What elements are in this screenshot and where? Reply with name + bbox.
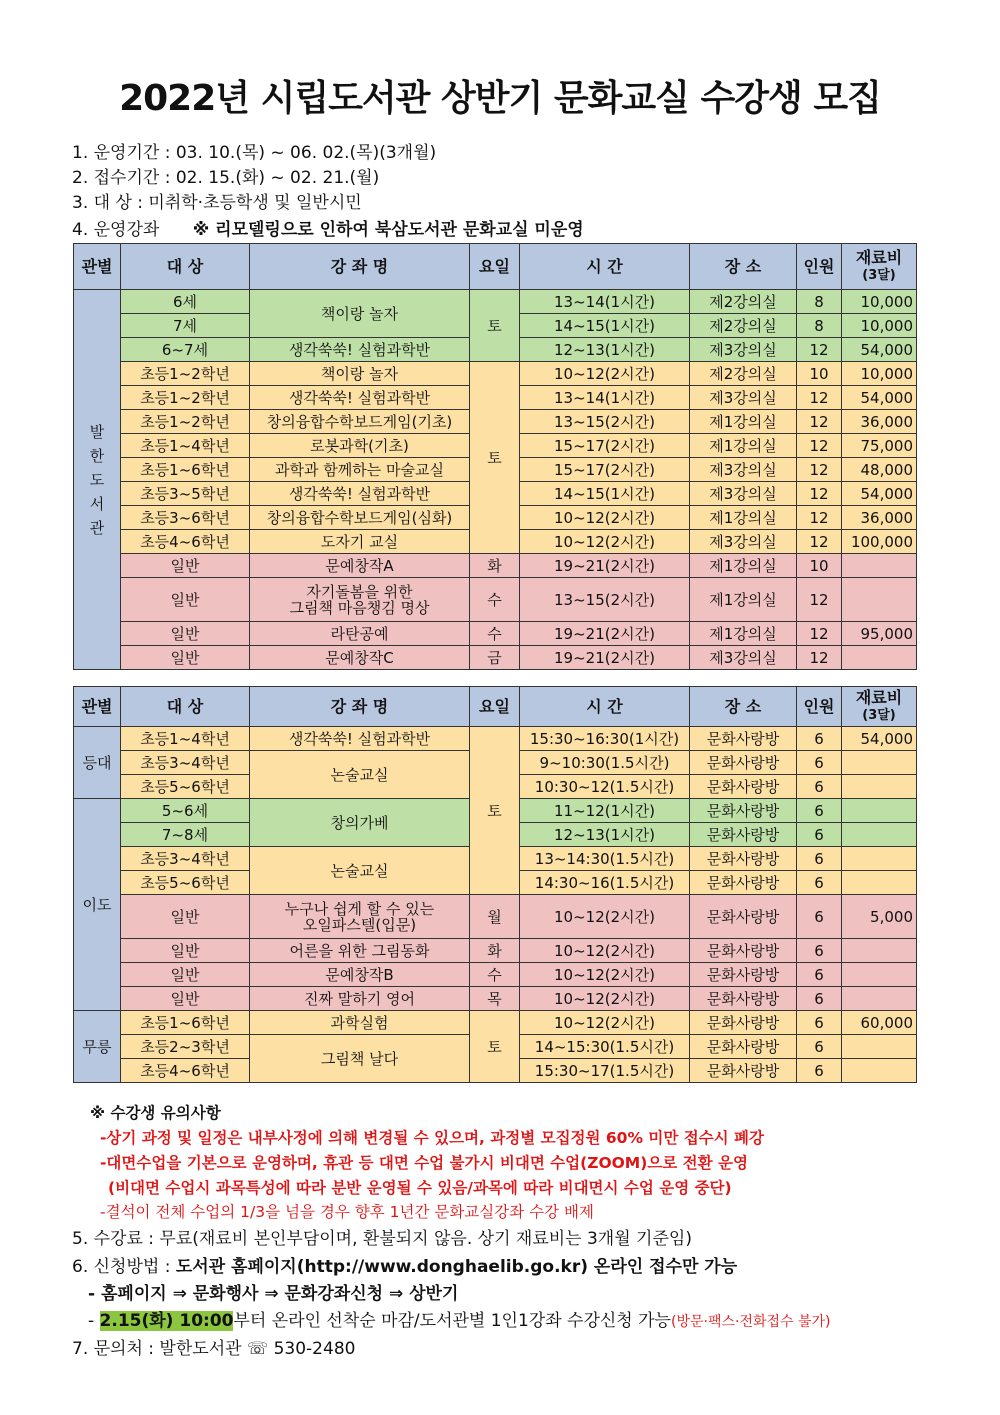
course-cell: 논술교실	[250, 847, 470, 895]
place-cell: 제2강의실	[690, 362, 797, 386]
capacity-cell: 6	[797, 775, 842, 799]
course-cell: 자기돌봄을 위한 그림책 마음챙김 명상	[250, 578, 470, 622]
target-cell: 초등1~2학년	[121, 386, 250, 410]
table-row	[74, 1011, 917, 1035]
place-cell: 문화사랑방	[690, 1059, 797, 1083]
fee-cell	[842, 554, 917, 578]
header-time: 시 간	[520, 244, 690, 290]
capacity-cell: 6	[797, 871, 842, 895]
target-cell: 7세	[121, 314, 250, 338]
capacity-cell: 12	[797, 434, 842, 458]
course-cell: 누구나 쉽게 할 수 있는 오일파스텔(입문)	[250, 895, 470, 939]
capacity-cell: 12	[797, 646, 842, 670]
header-place: 장 소	[690, 687, 797, 727]
place-cell: 문화사랑방	[690, 895, 797, 939]
day-cell: 수	[470, 622, 520, 646]
fee-cell	[842, 939, 917, 963]
time-cell: 10:30~12(1.5시간)	[520, 775, 690, 799]
fee-cell	[842, 847, 917, 871]
place-cell: 제3강의실	[690, 386, 797, 410]
time-cell: 10~12(2시간)	[520, 530, 690, 554]
header-branch: 관별	[74, 244, 121, 290]
target-cell: 5~6세	[121, 799, 250, 823]
target-cell: 초등1~6학년	[121, 458, 250, 482]
time-cell: 12~13(1시간)	[520, 823, 690, 847]
table-row	[74, 646, 917, 670]
time-cell: 10~12(2시간)	[520, 1011, 690, 1035]
target-cell: 초등4~6학년	[121, 1059, 250, 1083]
capacity-cell: 6	[797, 847, 842, 871]
table-row	[74, 362, 917, 386]
target-cell: 6세	[121, 290, 250, 314]
place-cell: 문화사랑방	[690, 823, 797, 847]
time-cell: 15:30~17(1.5시간)	[520, 1059, 690, 1083]
table-row	[74, 939, 917, 963]
target-cell: 초등3~5학년	[121, 482, 250, 506]
fee-cell: 5,000	[842, 895, 917, 939]
capacity-cell: 12	[797, 506, 842, 530]
place-cell: 제1강의실	[690, 506, 797, 530]
time-cell: 10~12(2시간)	[520, 362, 690, 386]
no-offline-note: (방문·팩스·전화접수 불가)	[670, 1314, 831, 1330]
place-cell: 제3강의실	[690, 530, 797, 554]
place-cell: 제3강의실	[690, 482, 797, 506]
header-fee: 재료비 (3달)	[842, 244, 917, 290]
info-courses	[72, 215, 584, 240]
fee-cell: 95,000	[842, 622, 917, 646]
notes-heading: ※ 수강생 유의사항	[90, 1104, 221, 1122]
target-cell: 초등1~6학년	[121, 1011, 250, 1035]
apply-method: 도서관 홈페이지(http://www.donghaelib.go.kr) 온라인 접수만 가능	[175, 1257, 738, 1277]
course-cell: 창의융합수학보드게임(심화)	[250, 506, 470, 530]
target-cell: 일반	[121, 578, 250, 622]
fee-cell: 48,000	[842, 458, 917, 482]
info-fee: 5. 수강료 : 무료(재료비 본인부담이며, 환불되지 않음. 상기 재료비는 3개월 기준임)	[72, 1229, 692, 1249]
place-cell: 제3강의실	[690, 646, 797, 670]
fee-cell	[842, 646, 917, 670]
table-row	[74, 895, 917, 939]
course-cell: 창의융합수학보드게임(기초)	[250, 410, 470, 434]
target-cell: 초등3~4학년	[121, 847, 250, 871]
capacity-cell: 12	[797, 482, 842, 506]
course-cell: 생각쑥쑥! 실험과학반	[250, 482, 470, 506]
time-cell: 15:30~16:30(1시간)	[520, 727, 690, 751]
target-cell: 7~8세	[121, 823, 250, 847]
time-cell: 10~12(2시간)	[520, 939, 690, 963]
fee-cell	[842, 871, 917, 895]
course-cell: 문예창작B	[250, 963, 470, 987]
place-cell: 제3강의실	[690, 338, 797, 362]
time-cell: 13~14(1시간)	[520, 386, 690, 410]
capacity-cell: 12	[797, 458, 842, 482]
fee-cell: 100,000	[842, 530, 917, 554]
target-cell: 초등1~2학년	[121, 362, 250, 386]
fee-cell	[842, 1059, 917, 1083]
capacity-cell: 6	[797, 1059, 842, 1083]
day-cell: 화	[470, 939, 520, 963]
header-course: 강 좌 명	[250, 244, 470, 290]
capacity-cell: 6	[797, 1011, 842, 1035]
note-line-4: -결석이 전체 수업의 1/3을 넘을 경우 향후 1년간 문화교실강좌 수강 배제	[100, 1203, 594, 1221]
fee-cell	[842, 823, 917, 847]
target-cell: 초등1~4학년	[121, 727, 250, 751]
table-row	[74, 987, 917, 1011]
course-cell: 창의가베	[250, 799, 470, 847]
table-row	[74, 727, 917, 751]
capacity-cell: 6	[797, 727, 842, 751]
header-day: 요일	[470, 687, 520, 727]
time-cell: 12~13(1시간)	[520, 338, 690, 362]
day-cell: 토	[470, 727, 520, 895]
place-cell: 제1강의실	[690, 578, 797, 622]
capacity-cell: 6	[797, 751, 842, 775]
time-cell: 13~14:30(1.5시간)	[520, 847, 690, 871]
branch-cell: 등대	[74, 727, 121, 799]
capacity-cell: 6	[797, 895, 842, 939]
time-cell: 14:30~16(1.5시간)	[520, 871, 690, 895]
time-cell: 13~15(2시간)	[520, 410, 690, 434]
target-cell: 일반	[121, 987, 250, 1011]
time-cell: 10~12(2시간)	[520, 987, 690, 1011]
time-cell: 19~21(2시간)	[520, 646, 690, 670]
capacity-cell: 8	[797, 290, 842, 314]
target-cell: 초등3~4학년	[121, 751, 250, 775]
header-day: 요일	[470, 244, 520, 290]
target-cell: 일반	[121, 646, 250, 670]
day-cell: 목	[470, 987, 520, 1011]
place-cell: 제3강의실	[690, 458, 797, 482]
place-cell: 문화사랑방	[690, 847, 797, 871]
course-cell: 과학실험	[250, 1011, 470, 1035]
fee-cell	[842, 963, 917, 987]
course-cell: 생각쑥쑥! 실험과학반	[250, 338, 470, 362]
header-place: 장 소	[690, 244, 797, 290]
info-period: 1. 운영기간 : 03. 10.(목) ~ 06. 02.(목)(3개월)	[72, 143, 437, 163]
apply-path: - 홈페이지 ⇒ 문화행사 ⇒ 문화강좌신청 ⇒ 상반기	[88, 1284, 459, 1304]
course-cell: 라탄공예	[250, 622, 470, 646]
day-cell: 토	[470, 290, 520, 362]
course-table-small-libraries	[73, 686, 917, 1083]
place-cell: 제1강의실	[690, 554, 797, 578]
branch-cell: 발 한 도 서 관	[74, 290, 121, 670]
course-cell: 책이랑 놀자	[250, 290, 470, 338]
target-cell: 초등4~6학년	[121, 530, 250, 554]
info-reception: 2. 접수기간 : 02. 15.(화) ~ 02. 21.(월)	[72, 168, 380, 188]
header-capacity: 인원	[797, 687, 842, 727]
target-cell: 일반	[121, 895, 250, 939]
capacity-cell: 10	[797, 554, 842, 578]
place-cell: 문화사랑방	[690, 987, 797, 1011]
place-cell: 문화사랑방	[690, 1011, 797, 1035]
capacity-cell: 12	[797, 530, 842, 554]
day-cell: 수	[470, 963, 520, 987]
time-cell: 15~17(2시간)	[520, 458, 690, 482]
fee-cell: 36,000	[842, 506, 917, 530]
course-cell: 도자기 교실	[250, 530, 470, 554]
fee-cell: 10,000	[842, 362, 917, 386]
course-cell: 논술교실	[250, 751, 470, 799]
capacity-cell: 12	[797, 410, 842, 434]
time-cell: 14~15(1시간)	[520, 314, 690, 338]
target-cell: 초등3~6학년	[121, 506, 250, 530]
place-cell: 문화사랑방	[690, 963, 797, 987]
branch-cell: 이도	[74, 799, 121, 1011]
day-cell: 월	[470, 895, 520, 939]
time-cell: 13~15(2시간)	[520, 578, 690, 622]
capacity-cell: 12	[797, 622, 842, 646]
courses-label: 4. 운영강좌	[72, 220, 160, 240]
course-cell: 로봇과학(기초)	[250, 434, 470, 458]
place-cell: 제1강의실	[690, 434, 797, 458]
note-line-2: -대면수업을 기본으로 운영하며, 휴관 등 대면 수업 불가시 비대면 수업(ZOOM)으로 전환 운영	[100, 1154, 748, 1172]
header-branch: 관별	[74, 687, 121, 727]
fee-cell	[842, 1035, 917, 1059]
fee-cell: 54,000	[842, 727, 917, 751]
fee-cell: 54,000	[842, 338, 917, 362]
header-course: 강 좌 명	[250, 687, 470, 727]
day-cell: 토	[470, 1011, 520, 1083]
time-cell: 10~12(2시간)	[520, 963, 690, 987]
info-contact: 7. 문의처 : 발한도서관 ☏ 530-2480	[72, 1339, 356, 1359]
day-cell: 화	[470, 554, 520, 578]
time-cell: 11~12(1시간)	[520, 799, 690, 823]
table-row	[74, 963, 917, 987]
fee-cell	[842, 799, 917, 823]
table-row	[74, 622, 917, 646]
place-cell: 제2강의실	[690, 314, 797, 338]
info-apply: 6. 신청방법 : 도서관 홈페이지(http://www.donghaelib.go.kr) 온라인 접수만 가능	[72, 1257, 738, 1277]
courses-note: ※ 리모델링으로 인하여 북삼도서관 문화교실 미운영	[192, 220, 584, 240]
header-target: 대 상	[121, 244, 250, 290]
target-cell: 초등5~6학년	[121, 871, 250, 895]
time-cell: 13~14(1시간)	[520, 290, 690, 314]
place-cell: 문화사랑방	[690, 727, 797, 751]
time-cell: 10~12(2시간)	[520, 895, 690, 939]
capacity-cell: 6	[797, 963, 842, 987]
course-cell: 문예창작C	[250, 646, 470, 670]
header-capacity: 인원	[797, 244, 842, 290]
fee-cell: 10,000	[842, 290, 917, 314]
place-cell: 문화사랑방	[690, 1035, 797, 1059]
page-title: 2022년 시립도서관 상반기 문화교실 수강생 모집	[119, 78, 881, 119]
table-row	[74, 554, 917, 578]
place-cell: 제1강의실	[690, 622, 797, 646]
capacity-cell: 12	[797, 578, 842, 622]
course-cell: 생각쑥쑥! 실험과학반	[250, 727, 470, 751]
day-cell: 토	[470, 362, 520, 554]
place-cell: 문화사랑방	[690, 751, 797, 775]
place-cell: 문화사랑방	[690, 799, 797, 823]
fee-cell	[842, 987, 917, 1011]
place-cell: 제1강의실	[690, 410, 797, 434]
fee-cell	[842, 578, 917, 622]
capacity-cell: 6	[797, 1035, 842, 1059]
branch-cell: 무릉	[74, 1011, 121, 1083]
course-cell: 문예창작A	[250, 554, 470, 578]
target-cell: 초등2~3학년	[121, 1035, 250, 1059]
capacity-cell: 6	[797, 799, 842, 823]
target-cell: 초등5~6학년	[121, 775, 250, 799]
course-cell: 과학과 함께하는 마술교실	[250, 458, 470, 482]
table-row	[74, 290, 917, 314]
day-cell: 금	[470, 646, 520, 670]
capacity-cell: 10	[797, 362, 842, 386]
note-line-3: (비대면 수업시 과목특성에 따라 분반 운영될 수 있음/과목에 따라 비대면시 수업 운영 중단)	[108, 1179, 732, 1197]
fee-cell: 36,000	[842, 410, 917, 434]
fee-cell: 10,000	[842, 314, 917, 338]
course-cell: 생각쑥쑥! 실험과학반	[250, 386, 470, 410]
header-time: 시 간	[520, 687, 690, 727]
course-table-balhan	[73, 243, 917, 670]
target-cell: 일반	[121, 963, 250, 987]
time-cell: 10~12(2시간)	[520, 506, 690, 530]
time-cell: 14~15:30(1.5시간)	[520, 1035, 690, 1059]
fee-cell	[842, 751, 917, 775]
fee-cell: 60,000	[842, 1011, 917, 1035]
capacity-cell: 8	[797, 314, 842, 338]
target-cell: 초등1~2학년	[121, 410, 250, 434]
course-cell: 책이랑 놀자	[250, 362, 470, 386]
fee-cell: 75,000	[842, 434, 917, 458]
start-datetime: 2.15(화) 10:00	[99, 1311, 234, 1331]
capacity-cell: 6	[797, 823, 842, 847]
time-cell: 15~17(2시간)	[520, 434, 690, 458]
fee-cell	[842, 775, 917, 799]
place-cell: 문화사랑방	[690, 775, 797, 799]
target-cell: 6~7세	[121, 338, 250, 362]
fee-cell: 54,000	[842, 386, 917, 410]
capacity-cell: 12	[797, 338, 842, 362]
header-target: 대 상	[121, 687, 250, 727]
course-cell: 그림책 날다	[250, 1035, 470, 1083]
target-cell: 일반	[121, 554, 250, 578]
place-cell: 문화사랑방	[690, 871, 797, 895]
place-cell: 문화사랑방	[690, 939, 797, 963]
course-cell: 어른을 위한 그림동화	[250, 939, 470, 963]
capacity-cell: 6	[797, 987, 842, 1011]
apply-start: - 2.15(화) 10:00부터 온라인 선착순 마감/도서관별 1인1강좌 수강신청 가능(방문·팩스·전화접수 불가)	[88, 1311, 831, 1331]
table-row	[74, 578, 917, 622]
info-target: 3. 대 상 : 미취학·초등학생 및 일반시민	[72, 193, 362, 213]
capacity-cell: 6	[797, 939, 842, 963]
place-cell: 제2강의실	[690, 290, 797, 314]
capacity-cell: 12	[797, 386, 842, 410]
time-cell: 19~21(2시간)	[520, 622, 690, 646]
time-cell: 19~21(2시간)	[520, 554, 690, 578]
header-fee: 재료비 (3달)	[842, 687, 917, 727]
note-line-1: -상기 과정 및 일정은 내부사정에 의해 변경될 수 있으며, 과정별 모집정원 60% 미만 접수시 폐강	[100, 1129, 764, 1147]
fee-cell: 54,000	[842, 482, 917, 506]
day-cell: 수	[470, 578, 520, 622]
target-cell: 일반	[121, 622, 250, 646]
course-cell: 진짜 말하기 영어	[250, 987, 470, 1011]
target-cell: 일반	[121, 939, 250, 963]
time-cell: 9~10:30(1.5시간)	[520, 751, 690, 775]
target-cell: 초등1~4학년	[121, 434, 250, 458]
time-cell: 14~15(1시간)	[520, 482, 690, 506]
